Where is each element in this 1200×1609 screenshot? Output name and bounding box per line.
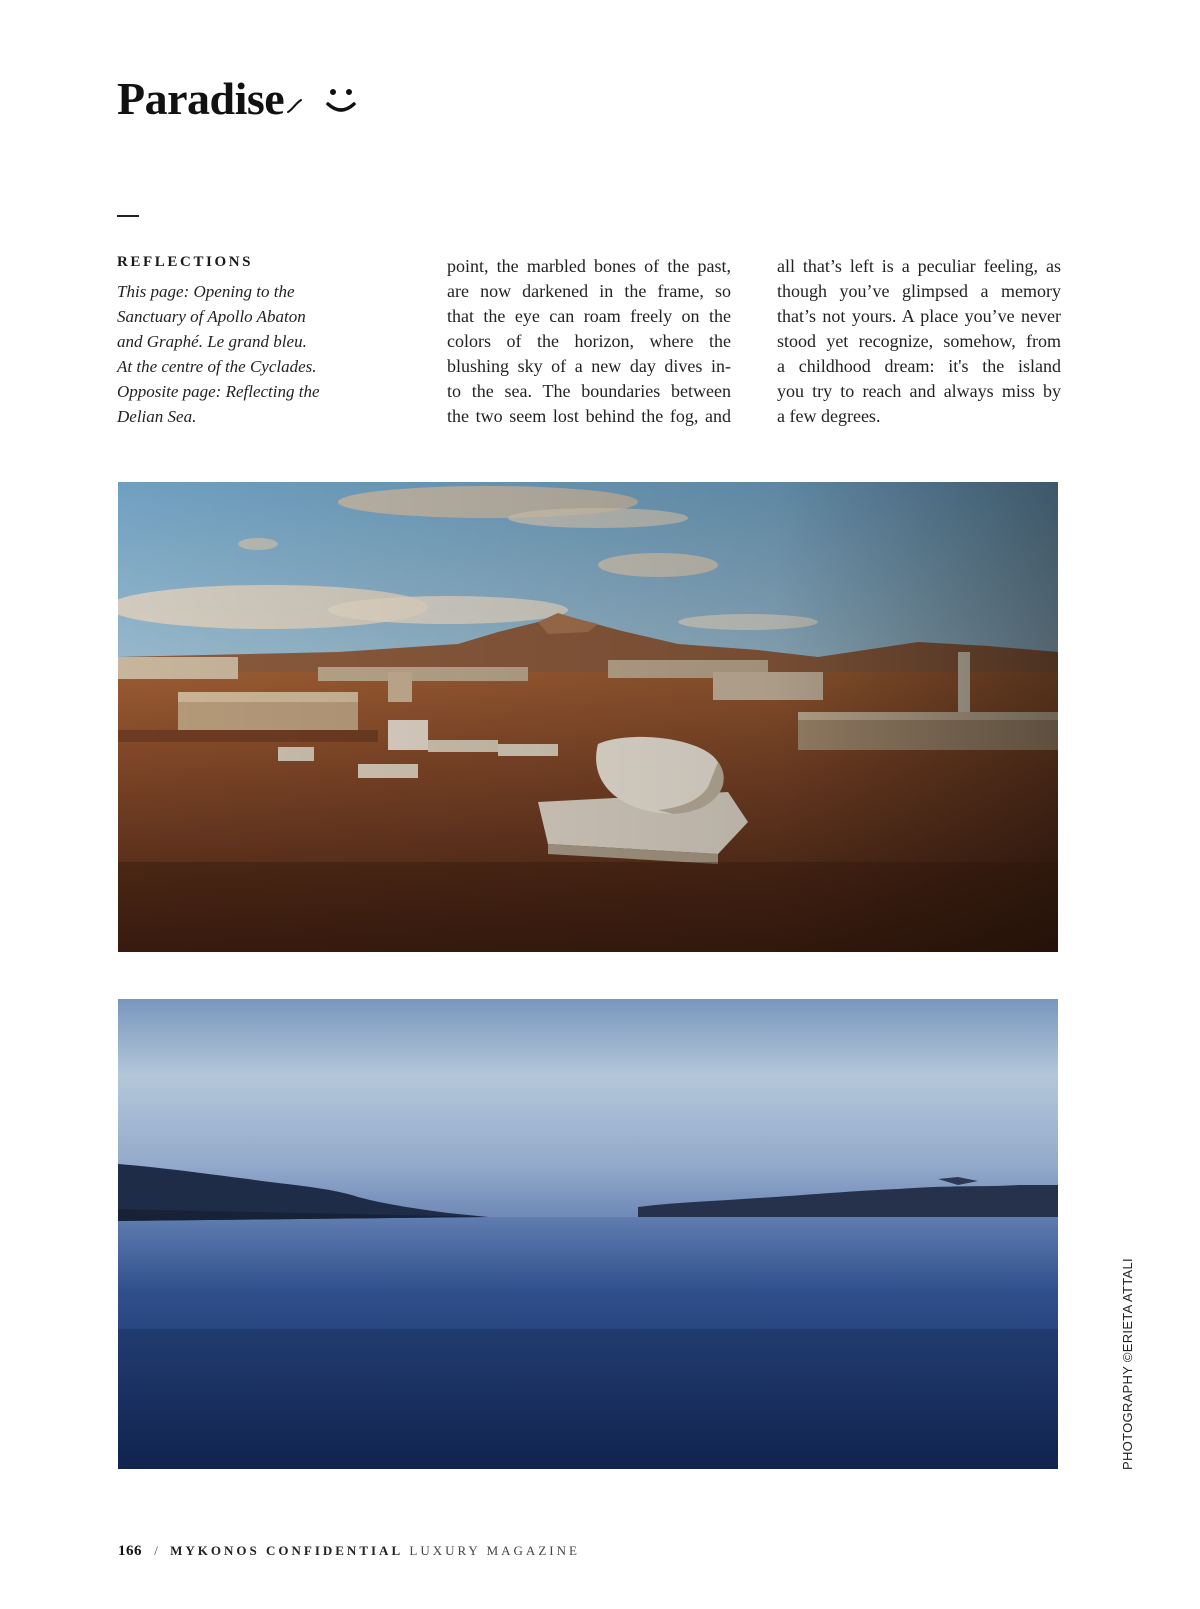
ruins-photo-image: [118, 482, 1058, 952]
caption-line: This page: Opening to the: [117, 282, 295, 301]
flourish-icon: [286, 96, 304, 116]
caption-line: and Graphé. Le grand bleu.: [117, 332, 307, 351]
caption-body: [117, 279, 347, 429]
caption-line: Opposite page: Reflecting the: [117, 382, 320, 401]
body-line: a few degrees.: [777, 406, 881, 426]
caption-line: Delian Sea.: [117, 407, 197, 426]
smiley-icon: [324, 80, 358, 120]
body-line: stood yet recognize, somehow, from: [777, 331, 1061, 351]
section-divider: [117, 215, 139, 217]
page-number: 166: [118, 1543, 142, 1559]
page-title: [117, 72, 358, 125]
body-line: that’s not yours. A place you’ve never: [777, 306, 1061, 326]
body-line: you try to reach and always miss by: [777, 381, 1061, 401]
body-column-2: [447, 254, 731, 429]
publication-name: MYKONOS CONFIDENTIAL: [170, 1543, 404, 1558]
ruins-photo: [118, 482, 1058, 952]
body-line: to the sea. The boundaries between: [447, 381, 731, 401]
body-line: blushing sky of a new day dives in-: [447, 356, 731, 376]
caption-line: At the centre of the Cyclades.: [117, 357, 317, 376]
publication-subtitle: LUXURY MAGAZINE: [409, 1543, 580, 1558]
body-line: are now darkened in the frame, so: [447, 281, 731, 301]
caption-line: Sanctuary of Apollo Abaton: [117, 307, 306, 326]
photo-caption: [117, 254, 347, 429]
caption-heading: REFLECTIONS: [117, 254, 254, 270]
body-column-3: [777, 254, 1061, 429]
body-line: though you’ve glimpsed a memory: [777, 281, 1061, 301]
photo-credit: PHOTOGRAPHY ©ERIETA ATTALI: [1120, 1258, 1135, 1470]
title-text: Paradise: [117, 73, 285, 124]
body-line: point, the marbled bones of the past,: [447, 256, 731, 276]
body-line: all that’s left is a peculiar feeling, as: [777, 256, 1061, 276]
sea-photo-image: [118, 999, 1058, 1469]
footer-separator: /: [154, 1543, 158, 1558]
body-line: that the eye can roam freely on the: [447, 306, 731, 326]
body-line: colors of the horizon, where the: [447, 331, 731, 351]
body-line: the two seem lost behind the fog, and: [447, 406, 731, 426]
sea-photo: [118, 999, 1058, 1469]
page-footer: [118, 1543, 580, 1560]
body-line: a childhood dream: it's the island: [777, 356, 1061, 376]
